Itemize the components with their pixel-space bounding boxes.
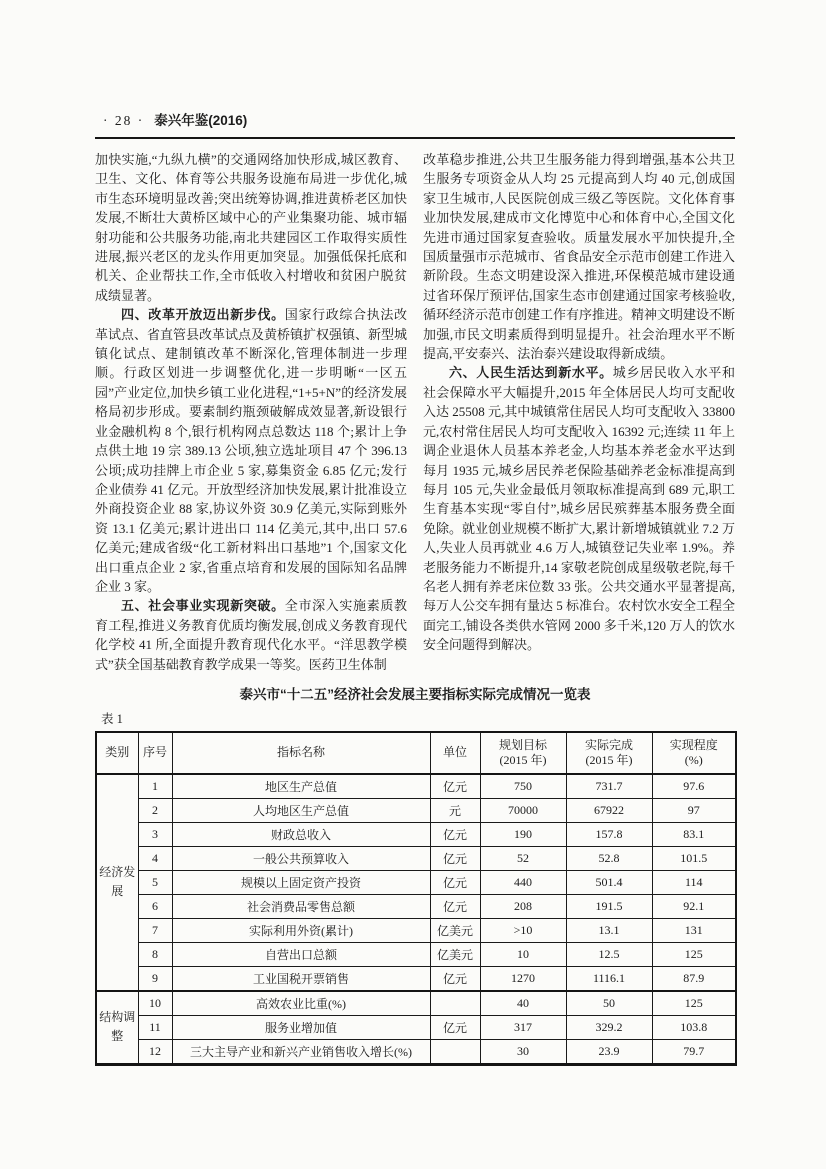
cell-target: 190 bbox=[480, 822, 566, 846]
cell-actual: 157.8 bbox=[566, 822, 652, 846]
page-number: · 28 · bbox=[103, 113, 145, 128]
book-title: 泰兴年鉴(2016) bbox=[154, 113, 248, 128]
cell-name: 服务业增加值 bbox=[172, 1015, 430, 1039]
paragraph-text: 改革稳步推进,公共卫生服务能力得到增强,基本公共卫生服务专项资金从人均 25 元提高到人均 40 元,创成国家卫生城市,人民医院创成三级乙等医院。文化体育事业加快发展,建成市文化博览中心和体育中心,全国文化先进市通过国家复查验收。质量发展水平加快提升,全国质量强市示范城市、省食品安全示范市创建工作进入新阶段。生态文明建设深入推进,环保模范城市建设通过省环保厅预评估,国家生态市创建通过国家考核验收,循环经济示范市创建工作有序推进。精神文明建设不断加强,市民文明素质得到明显提升。社会治理水平不断提高,平安泰兴、法治泰兴建设取得新成绩。 bbox=[423, 152, 736, 362]
cell-target: 208 bbox=[480, 894, 566, 918]
cell-no: 3 bbox=[138, 822, 172, 846]
table-row bbox=[96, 1015, 736, 1039]
table-row bbox=[96, 798, 736, 822]
cell-target: 440 bbox=[480, 870, 566, 894]
cell-degree: 125 bbox=[652, 991, 736, 1016]
cell-target: 10 bbox=[480, 942, 566, 966]
cell-degree: 97 bbox=[652, 798, 736, 822]
cell-degree: 125 bbox=[652, 942, 736, 966]
cell-actual: 12.5 bbox=[566, 942, 652, 966]
cell-name: 三大主导产业和新兴产业销售收入增长(%) bbox=[172, 1039, 430, 1064]
cell-name: 财政总收入 bbox=[172, 822, 430, 846]
cell-degree: 131 bbox=[652, 918, 736, 942]
cell-degree: 97.6 bbox=[652, 774, 736, 799]
header-cell-category bbox=[96, 732, 138, 774]
cell-name: 高效农业比重(%) bbox=[172, 991, 430, 1016]
text-column-right bbox=[423, 150, 735, 674]
cell-unit: 亿元 bbox=[430, 774, 480, 799]
cell-target: 1270 bbox=[480, 966, 566, 991]
paragraph-text: 国家行政综合执法改革试点、省直管县改革试点及黄桥镇扩权强镇、新型城镇化试点、建制镇改革不断深化,管理体制进一步理顺。行政区划进一步调整优化,进一步明晰“一区五园”产业定位,加快乡镇工业化进程,“1+5+N”的经济发展格局初步形成。要素制约瓶颈破解成效显著,新设银行业金融机构 8 个,银行机构网点总数达 118 个;累计上争点供土地 19 宗 389.13 公顷,独立选址项目 47 个 396.13 公顷;成功挂牌上市企业 5 家,募集资金 6.85 亿元;发行企业债券 41 亿元。开放型经济加快发展,累计批准设立外商投资企业 88 家,协议外资 30.9 亿美元,实际到账外资 13.1 亿美元;累计进出口 114 亿美元,其中,出口 57.6 亿美元;建成省级“化工新材料出口基地”1 个,国家文化出口重点企业 2 家,省重点培育和发展的国际知名品牌企业 3 家。 bbox=[95, 307, 408, 594]
header-sublabel: (2015 年) bbox=[499, 752, 547, 767]
cell-degree: 92.1 bbox=[652, 894, 736, 918]
cell-degree: 79.7 bbox=[652, 1039, 736, 1064]
cell-unit: 亿元 bbox=[430, 894, 480, 918]
header-cell-actual bbox=[566, 732, 652, 774]
paragraph bbox=[423, 150, 735, 363]
cell-target: 317 bbox=[480, 1015, 566, 1039]
cell-unit: 亿元 bbox=[430, 870, 480, 894]
cell-unit: 亿元 bbox=[430, 846, 480, 870]
cell-no: 9 bbox=[138, 966, 172, 991]
indicator-table bbox=[95, 731, 737, 1066]
cell-no: 1 bbox=[138, 774, 172, 799]
table-row bbox=[96, 870, 736, 894]
cell-no: 10 bbox=[138, 991, 172, 1016]
cell-no: 6 bbox=[138, 894, 172, 918]
cell-degree: 103.8 bbox=[652, 1015, 736, 1039]
cell-degree: 114 bbox=[652, 870, 736, 894]
cell-actual: 67922 bbox=[566, 798, 652, 822]
paragraph bbox=[95, 596, 407, 674]
page-header bbox=[95, 112, 735, 130]
paragraph-lead: 四、改革开放迈出新步伐。 bbox=[121, 307, 285, 323]
header-label: 实现程度 bbox=[669, 737, 718, 752]
indicator-table-body bbox=[96, 774, 736, 1065]
header-cell-degree bbox=[652, 732, 736, 774]
header-label: 规划目标 bbox=[498, 737, 547, 752]
header-label: 实际完成 bbox=[584, 737, 633, 752]
table-row bbox=[96, 966, 736, 991]
header-label: 类别 bbox=[105, 745, 130, 760]
cell-actual: 731.7 bbox=[566, 774, 652, 799]
header-sublabel: (2015 年) bbox=[585, 752, 633, 767]
cell-actual: 501.4 bbox=[566, 870, 652, 894]
paragraph-text: 城乡居民收入水平和社会保障水平大幅提升,2015 年全体居民人均可支配收入达 25508 元,其中城镇常住居民人均可支配收入 33800 元,农村常住居民人均可支配收入 16392 元;连续 11 年上调企业退休人员基本养老金,人均基本养老金水平达到每月 1935 元,城乡居民养老保险基础养老金标准提高到每月 105 元,失业金最低月领取标准提高到 689 元,职工生育基本实现“零自付”,城乡居民殡葬基本服务费全面免除。就业创业规模不断扩大,累计新增城镇就业 7.2 万人,失业人员再就业 4.6 万人,城镇登记失业率 1.9%。养老服务能力不断提升,14 家敬老院创成星级敬老院,每千名老人拥有养老床位数 33 张。公共交通水平显著提高,每万人公交车拥有量达 5 标准台。农村饮水安全工程全面完工,铺设各类供水管网 2000 多千米,120 万人的饮水安全问题得到解决。 bbox=[423, 365, 736, 653]
cell-unit: 亿元 bbox=[430, 1015, 480, 1039]
paragraph-text: 加快实施,“九纵九横”的交通网络加快形成,城区教育、卫生、文化、体育等公共服务设施布局进一步优化,城市生态环境明显改善;突出统筹协调,推进黄桥老区加快发展,不断壮大黄桥区域中心的产业集聚功能、城市辐射功能和公共服务功能,南北共建园区工作取得实质性进展,振兴老区的龙头作用更加突显。加强低保托底和机关、企业帮扶工作,全市低收入村增收和贫困户脱贫成绩显著。 bbox=[95, 152, 407, 303]
page-content bbox=[95, 112, 735, 1066]
cell-target: 40 bbox=[480, 991, 566, 1016]
header-rule bbox=[95, 137, 735, 139]
cell-no: 7 bbox=[138, 918, 172, 942]
cell-actual: 13.1 bbox=[566, 918, 652, 942]
cell-no: 12 bbox=[138, 1039, 172, 1064]
cell-unit: 亿美元 bbox=[430, 942, 480, 966]
header-cell-name bbox=[172, 732, 430, 774]
paragraph-text: 全市深入实施素质教育工程,推进义务教育优质均衡发展,创成义务教育现代化学校 41 所,全面提升教育现代化水平。“洋思教学模式”获全国基础教育教学成果一等奖。医药卫生体制 bbox=[95, 598, 407, 672]
cell-degree: 83.1 bbox=[652, 822, 736, 846]
paragraph-lead: 六、人民生活达到新水平。 bbox=[449, 365, 613, 381]
table-row bbox=[96, 774, 736, 799]
table-row bbox=[96, 894, 736, 918]
cell-name: 工业国税开票销售 bbox=[172, 966, 430, 991]
paragraph-lead: 五、社会事业实现新突破。 bbox=[121, 598, 285, 614]
cell-name: 自营出口总额 bbox=[172, 942, 430, 966]
cell-no: 8 bbox=[138, 942, 172, 966]
table-row bbox=[96, 846, 736, 870]
cell-target: 70000 bbox=[480, 798, 566, 822]
cell-name: 地区生产总值 bbox=[172, 774, 430, 799]
header-cell-target bbox=[480, 732, 566, 774]
cell-actual: 23.9 bbox=[566, 1039, 652, 1064]
paragraph bbox=[423, 363, 735, 654]
cell-actual: 52.8 bbox=[566, 846, 652, 870]
cell-unit: 亿元 bbox=[430, 822, 480, 846]
cell-no: 5 bbox=[138, 870, 172, 894]
cell-actual: 1116.1 bbox=[566, 966, 652, 991]
cell-target: >10 bbox=[480, 918, 566, 942]
table-row bbox=[96, 918, 736, 942]
table-row bbox=[96, 991, 736, 1016]
cell-name: 实际利用外资(累计) bbox=[172, 918, 430, 942]
cell-unit: 亿美元 bbox=[430, 918, 480, 942]
cell-unit bbox=[430, 991, 480, 1016]
cell-name: 人均地区生产总值 bbox=[172, 798, 430, 822]
cell-target: 52 bbox=[480, 846, 566, 870]
table-row bbox=[96, 822, 736, 846]
cell-actual: 329.2 bbox=[566, 1015, 652, 1039]
cell-degree: 101.5 bbox=[652, 846, 736, 870]
header-cell-no bbox=[138, 732, 172, 774]
cell-unit bbox=[430, 1039, 480, 1064]
cell-target: 750 bbox=[480, 774, 566, 799]
cell-name: 规模以上固定资产投资 bbox=[172, 870, 430, 894]
header-cell-unit bbox=[430, 732, 480, 774]
header-sublabel: (%) bbox=[684, 752, 703, 767]
cell-degree: 87.9 bbox=[652, 966, 736, 991]
cell-unit: 亿元 bbox=[430, 966, 480, 991]
cell-target: 30 bbox=[480, 1039, 566, 1064]
table-label: 表 1 bbox=[101, 711, 123, 726]
cell-no: 4 bbox=[138, 846, 172, 870]
paragraph bbox=[95, 150, 407, 305]
cell-actual: 50 bbox=[566, 991, 652, 1016]
table-header-row bbox=[96, 732, 736, 774]
header-label: 指标名称 bbox=[276, 745, 325, 760]
table-title: 泰兴市“十二五”经济社会发展主要指标实际完成情况一览表 bbox=[239, 686, 591, 702]
body-text-columns bbox=[95, 150, 735, 674]
cell-no: 11 bbox=[138, 1015, 172, 1039]
text-column-left bbox=[95, 150, 407, 674]
header-label: 序号 bbox=[142, 745, 167, 760]
cell-name: 一般公共预算收入 bbox=[172, 846, 430, 870]
category-cell: 经济发展 bbox=[96, 774, 138, 991]
header-label: 单位 bbox=[442, 745, 467, 760]
table-row bbox=[96, 942, 736, 966]
cell-unit: 元 bbox=[430, 798, 480, 822]
table-row bbox=[96, 1039, 736, 1064]
paragraph bbox=[95, 305, 407, 596]
cell-name: 社会消费品零售总额 bbox=[172, 894, 430, 918]
category-cell: 结构调整 bbox=[96, 991, 138, 1065]
cell-actual: 191.5 bbox=[566, 894, 652, 918]
cell-no: 2 bbox=[138, 798, 172, 822]
